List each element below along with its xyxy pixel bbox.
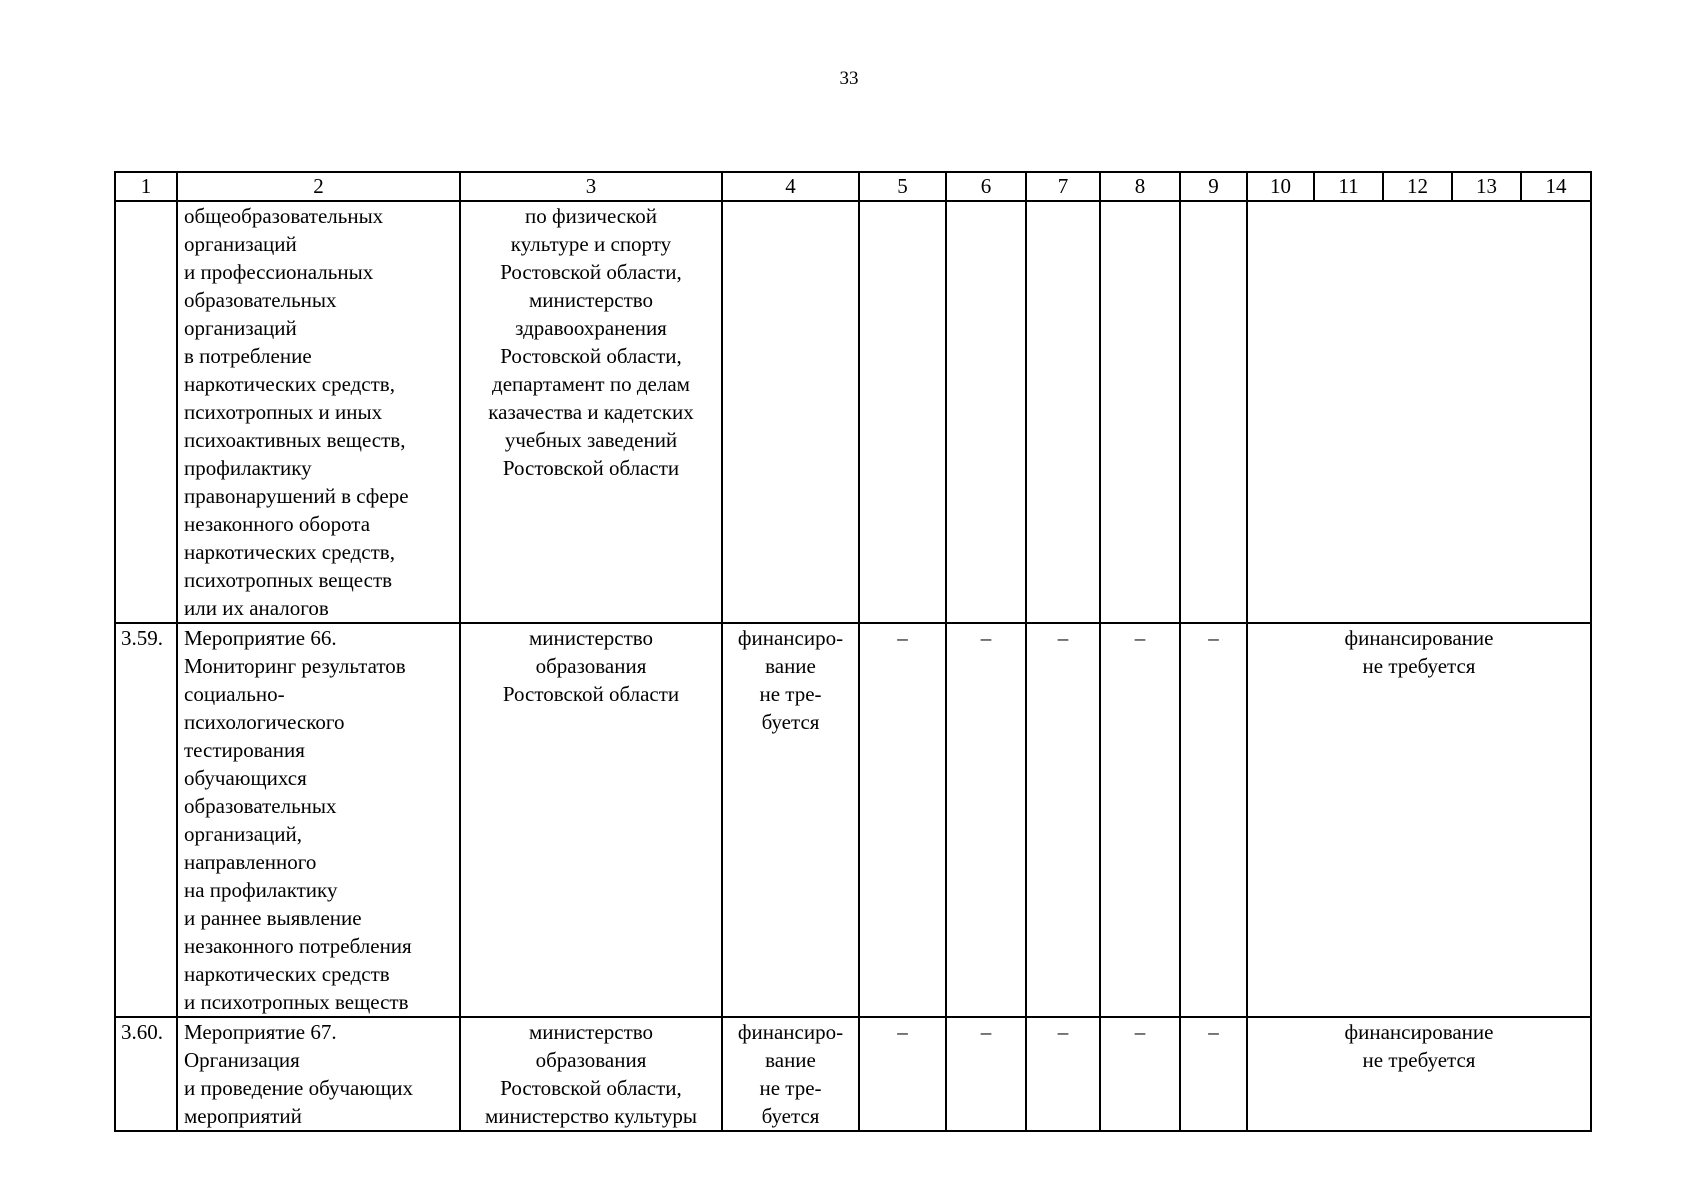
merged-years-cell: финансирование не требуется: [1247, 623, 1591, 1017]
financing-source: [722, 201, 859, 623]
value-cell: [1026, 201, 1100, 623]
header-cell: 3: [460, 172, 722, 201]
merged-years-cell: [1247, 201, 1591, 623]
header-cell: 7: [1026, 172, 1100, 201]
activity-name: общеобразовательных организаций и профессиональных образовательных организаций в потребление наркотических средств, психотропных и иных психоактивных веществ, профилактику правонарушений в сфере незаконного оборота наркотических средств, психотропных веществ или их аналогов: [177, 201, 460, 623]
value-cell: –: [1026, 623, 1100, 1017]
header-cell: 9: [1180, 172, 1247, 201]
financing-source: финансиро- вание не тре- буется: [722, 623, 859, 1017]
financing-source: финансиро- вание не тре- буется: [722, 1017, 859, 1131]
header-cell: 10: [1247, 172, 1314, 201]
program-activities-table: [114, 171, 1592, 1132]
value-cell: [1100, 201, 1180, 623]
row-number: 3.60.: [115, 1017, 177, 1131]
activity-name: Мероприятие 66. Мониторинг результатов социально- психологического тестирования обучающихся образовательных организаций, направленного на профилактику и раннее выявление незаконного потребления наркотических средств и психотропных веществ: [177, 623, 460, 1017]
header-cell: 8: [1100, 172, 1180, 201]
header-cell: 14: [1521, 172, 1591, 201]
table-row: [115, 1017, 1591, 1131]
value-cell: [1180, 201, 1247, 623]
value-cell: –: [859, 623, 946, 1017]
executor: по физической культуре и спорту Ростовской области, министерство здравоохранения Ростовской области, департамент по делам казачества и кадетских учебных заведений Ростовской области: [460, 201, 722, 623]
value-cell: –: [1180, 623, 1247, 1017]
activity-name: Мероприятие 67. Организация и проведение обучающих мероприятий: [177, 1017, 460, 1131]
row-number: [115, 201, 177, 623]
header-cell: 11: [1314, 172, 1383, 201]
header-cell: 5: [859, 172, 946, 201]
header-cell: 13: [1452, 172, 1521, 201]
value-cell: –: [859, 1017, 946, 1131]
row-number: 3.59.: [115, 623, 177, 1017]
value-cell: –: [1100, 623, 1180, 1017]
header-cell: 12: [1383, 172, 1452, 201]
value-cell: –: [1180, 1017, 1247, 1131]
value-cell: –: [1026, 1017, 1100, 1131]
value-cell: [859, 201, 946, 623]
value-cell: –: [946, 1017, 1026, 1131]
value-cell: –: [1100, 1017, 1180, 1131]
executor: министерство образования Ростовской области: [460, 623, 722, 1017]
value-cell: [946, 201, 1026, 623]
header-cell: 4: [722, 172, 859, 201]
page-number: 33: [839, 68, 859, 89]
header-cell: 2: [177, 172, 460, 201]
header-cell: 6: [946, 172, 1026, 201]
table-header-row: [115, 172, 1591, 201]
header-cell: 1: [115, 172, 177, 201]
executor: министерство образования Ростовской области, министерство культуры: [460, 1017, 722, 1131]
merged-years-cell: финансирование не требуется: [1247, 1017, 1591, 1131]
table-row: [115, 201, 1591, 623]
table-row: [115, 623, 1591, 1017]
value-cell: –: [946, 623, 1026, 1017]
